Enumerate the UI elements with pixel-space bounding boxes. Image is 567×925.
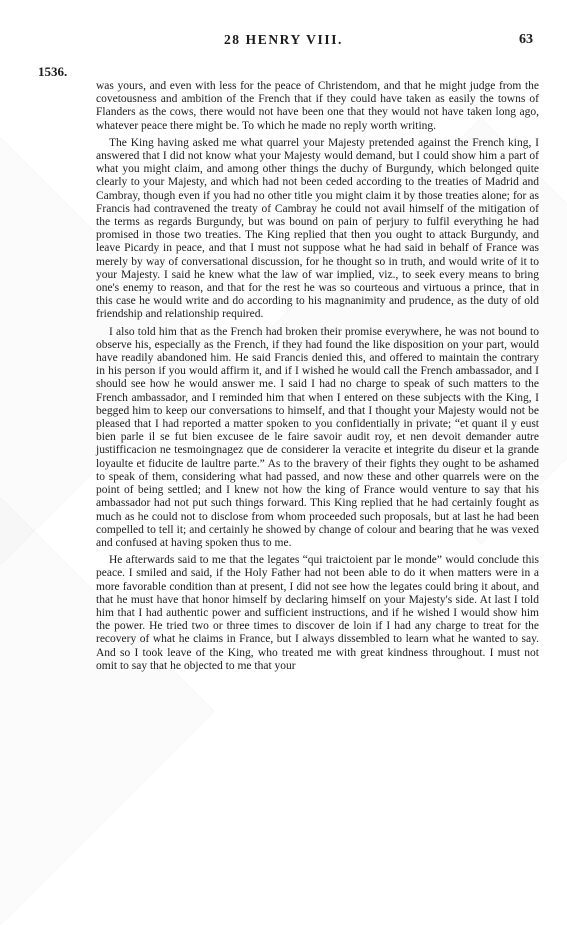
margin-year: 1536. (38, 64, 68, 79)
paragraph: I also told him that as the French had broken their promise everywhere, he was not bound to observe his, especially as the French, if they had found the like disposition on your part, would have readily abandoned him. He said Francis denied this, and offered to maintain the contrary in his person if you would affirm it, and if I wished he would call the French ambassador, and I should see how he would answer me. I said I had no charge to speak of such matters to the French ambassador, and I reminded him that when I entered on these subjects with the King, I begged him to keep our conversations to himself, and that I thought your Majesty would not be pleased that I had reported a matter spoken to you confidentially in private; “et quant il y eust bien parle il se fut bien excusee de le faire savoir audit roy, et nen devoit demander autre justifficacion ne tesmoingnagez que de considerer la veracite et integrite du diseur et la grande loyaulte et fiducite de laultre parte.” As to the bravery of their fights they ought to be ashamed to speak of them, considering what had passed, and now these and other quarrels were on the point of being settled; and I knew not how the king of France would venture to say that his ambassador had not put such things forward. This King replied that he had certainly fought as much as he could not to disclose from whom proceeded such proposals, but at last he had been compelled to tell it; and certainly he showed by change of colour and bearing that he was vexed and confused at having spoken thus to me. (96, 325, 539, 549)
running-title: 28 HENRY VIII. (223, 32, 344, 47)
page-number: 63 (519, 32, 533, 47)
paragraph: was yours, and even with less for the peace of Christendom, and that he might judge from the covetousness and ambition of the French that if they could have taken as easily the towns of Flanders as the cows, there would not have been one that they would not have taken long ago, whatever peace there might be. To which he made no reply worth writing. (96, 80, 539, 132)
page-header (0, 32, 567, 52)
body-text (96, 80, 539, 673)
paragraph: He afterwards said to me that the legates “qui traictoient par le monde” would conclude this peace. I smiled and said, if the Holy Father had not been able to do it when matters were in a more favorable condition than at present, I did not see how the legates could bring it about, and that he must have that honor himself by declaring himself on your Majesty's side. At last I told him that I had authentic power and sufficient instructions, and if he wished I would show him the power. He tried two or three times to discover de loin if I had any charge to treat for the recovery of what he claims in France, but I always dissembled to learn what he wanted to say. And so I took leave of the King, who treated me with great kindness throughout. I must not omit to say that he objected to me that your (96, 554, 539, 672)
paragraph: The King having asked me what quarrel your Majesty pretended against the French king, I answered that I did not know what your Majesty would demand, but I could show him a part of what you might claim, and among other things the duchy of Burgundy, which belonged quite clearly to your Majesty, and which had not been ceded according to the treaties of Madrid and Cambray, though even if you had no other title you might claim it by those treaties alone; for as Francis had contravened the treaty of Cambray he could not avail himself of the mitigation of the terms as regards Burgundy, but was bound on pain of perjury to fulfil everything he had promised in those two treaties. The King replied that then you ought to attack Burgundy, and leave Picardy in peace, and that I must not suppose what he had said in behalf of France was merely by way of conversational discussion, for he thought so in truth, and would write of it to your Majesty. I said he knew what the law of war implied, viz., to seek every means to bring one's enemy to reason, and that for the rest he was so courteous and virtuous a prince, that in this case he would write and do according to his magnanimity and prudence, as the duty of old friendship and relationship required. (96, 136, 539, 321)
